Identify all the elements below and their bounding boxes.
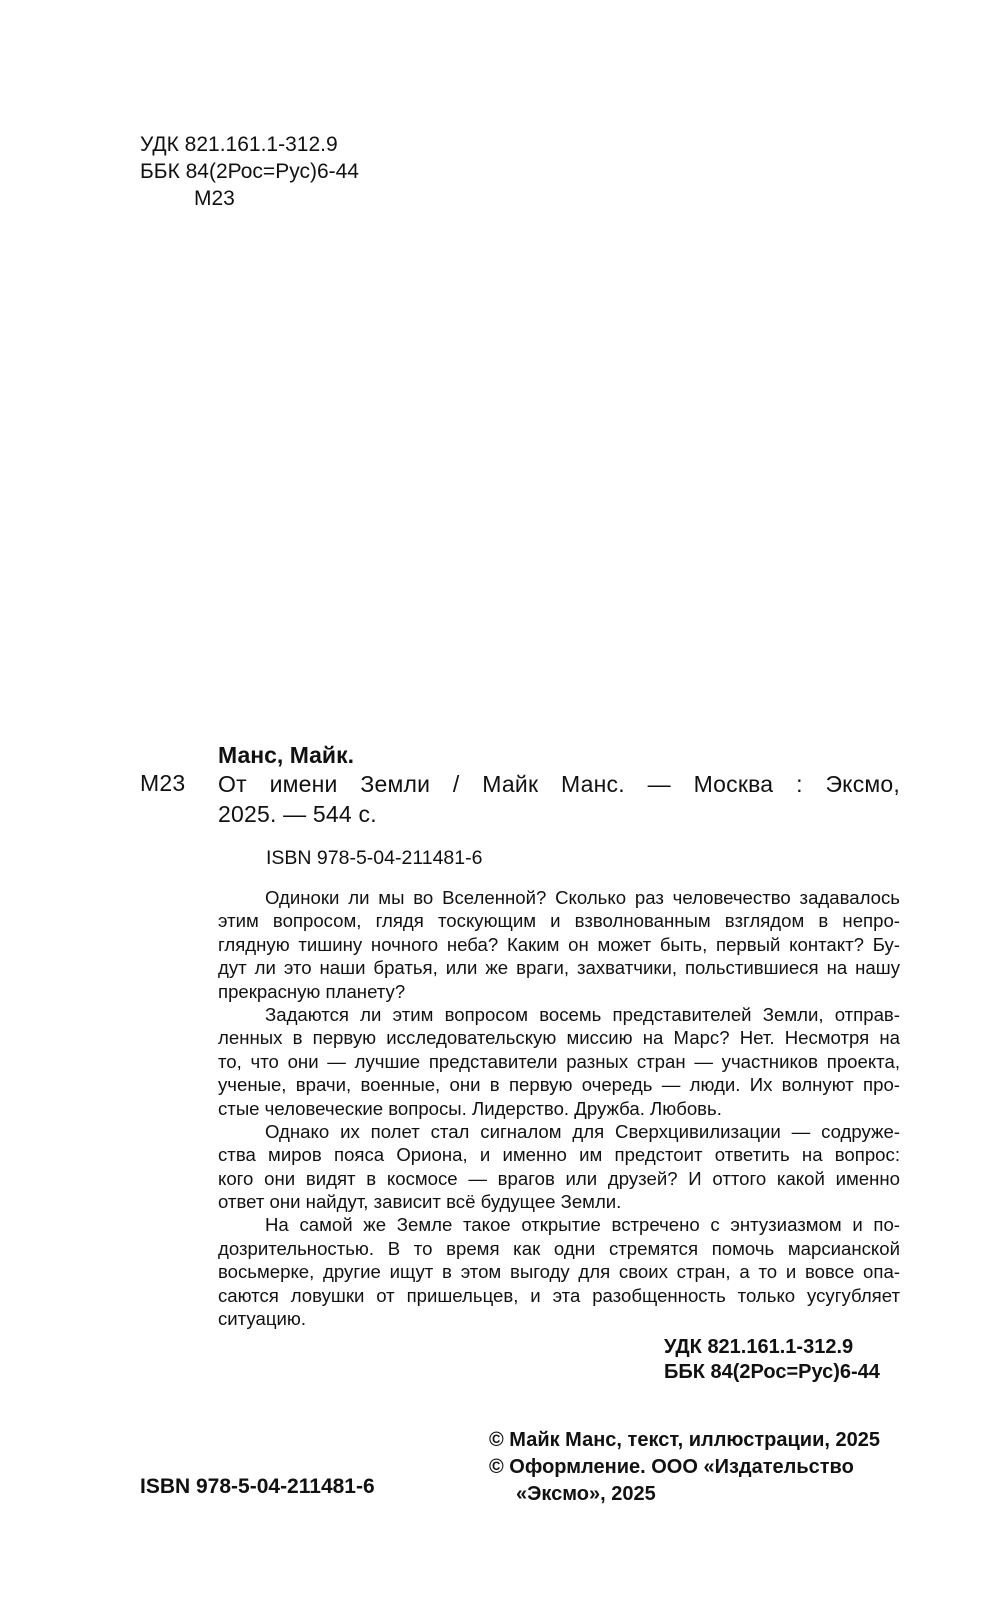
entry-isbn: ISBN 978-5-04-211481-6 <box>266 847 483 869</box>
header-author-mark: М23 <box>194 187 235 210</box>
annotation-line: ученые, врачи, военные, они в первую очередь — люди. Их волнуют про- <box>218 1074 900 1096</box>
annotation-line: кого они видят в космосе — врагов или друзей? И оттого какой именно <box>218 1167 900 1189</box>
entry-author-mark: М23 <box>140 770 186 796</box>
annotation-line: Задаются ли этим вопросом восемь представителей Земли, отправ- <box>265 1003 900 1025</box>
annotation-line: то, что они — лучшие представители разных стран — участников проекта, <box>218 1050 900 1072</box>
annotation-line: саются ловушки от пришельцев, и эта разобщенность только усугубляет <box>218 1284 900 1306</box>
entry-title-line-1: От имени Земли / Майк Манс. — Москва : Эксмо, <box>218 771 900 797</box>
annotation-line: Однако их полет стал сигналом для Сверхцивилизации — содруже- <box>265 1120 900 1142</box>
copyright-line-1: © Майк Манс, текст, иллюстрации, 2025 <box>489 1429 880 1451</box>
annotation-line: ленных в первую исследовательскую миссию на Марс? Нет. Несмотря на <box>218 1027 900 1049</box>
annotation-line: ства миров пояса Ориона, и именно им предстоит ответить на вопрос: <box>218 1144 900 1166</box>
annotation-line: восьмерке, другие ищут в этом выгоду для своих стран, а то и вовсе опа- <box>218 1261 900 1283</box>
annotation <box>218 886 900 1330</box>
annotation-line: стые человеческие вопросы. Лидерство. Дружба. Любовь. <box>218 1097 722 1119</box>
header-udk: УДК 821.161.1-312.9 <box>140 133 338 156</box>
header-bbk: ББК 84(2Рос=Рус)6-44 <box>140 160 359 183</box>
copyright-line-3: «Эксмо», 2025 <box>516 1483 656 1505</box>
isbn-bottom: ISBN 978-5-04-211481-6 <box>140 1475 375 1498</box>
annotation-line: Одиноки ли мы во Вселенной? Сколько раз человечество задавалось <box>265 887 900 908</box>
annotation-line: дозрительностью. В то время как одни стремятся помочь марсианской <box>218 1237 900 1259</box>
footer-udk: УДК 821.161.1-312.9 <box>664 1336 854 1358</box>
copyright-line-2: © Оформление. ООО «Издательство <box>489 1456 854 1478</box>
footer-bbk: ББК 84(2Рос=Рус)6-44 <box>664 1361 880 1383</box>
entry-author: Манс, Майк. <box>218 742 354 768</box>
annotation-line: глядную тишину ночного неба? Каким он может быть, первый контакт? Бу- <box>218 933 900 955</box>
annotation-line: ответ они найдут, зависит всё будущее Земли. <box>218 1191 622 1213</box>
annotation-line: этим вопросом, глядя тоскующим и взволнованным взглядом в непро- <box>218 910 900 932</box>
entry-title-line-2: 2025. — 544 с. <box>218 801 377 827</box>
annotation-line: ситуацию. <box>218 1308 306 1330</box>
annotation-line: На самой же Земле такое открытие встречено с энтузиазмом и по- <box>265 1214 900 1236</box>
annotation-line: прекрасную планету? <box>218 980 406 1002</box>
annotation-line: дут ли это наши братья, или же враги, захватчики, польстившиеся на нашу <box>218 957 900 979</box>
